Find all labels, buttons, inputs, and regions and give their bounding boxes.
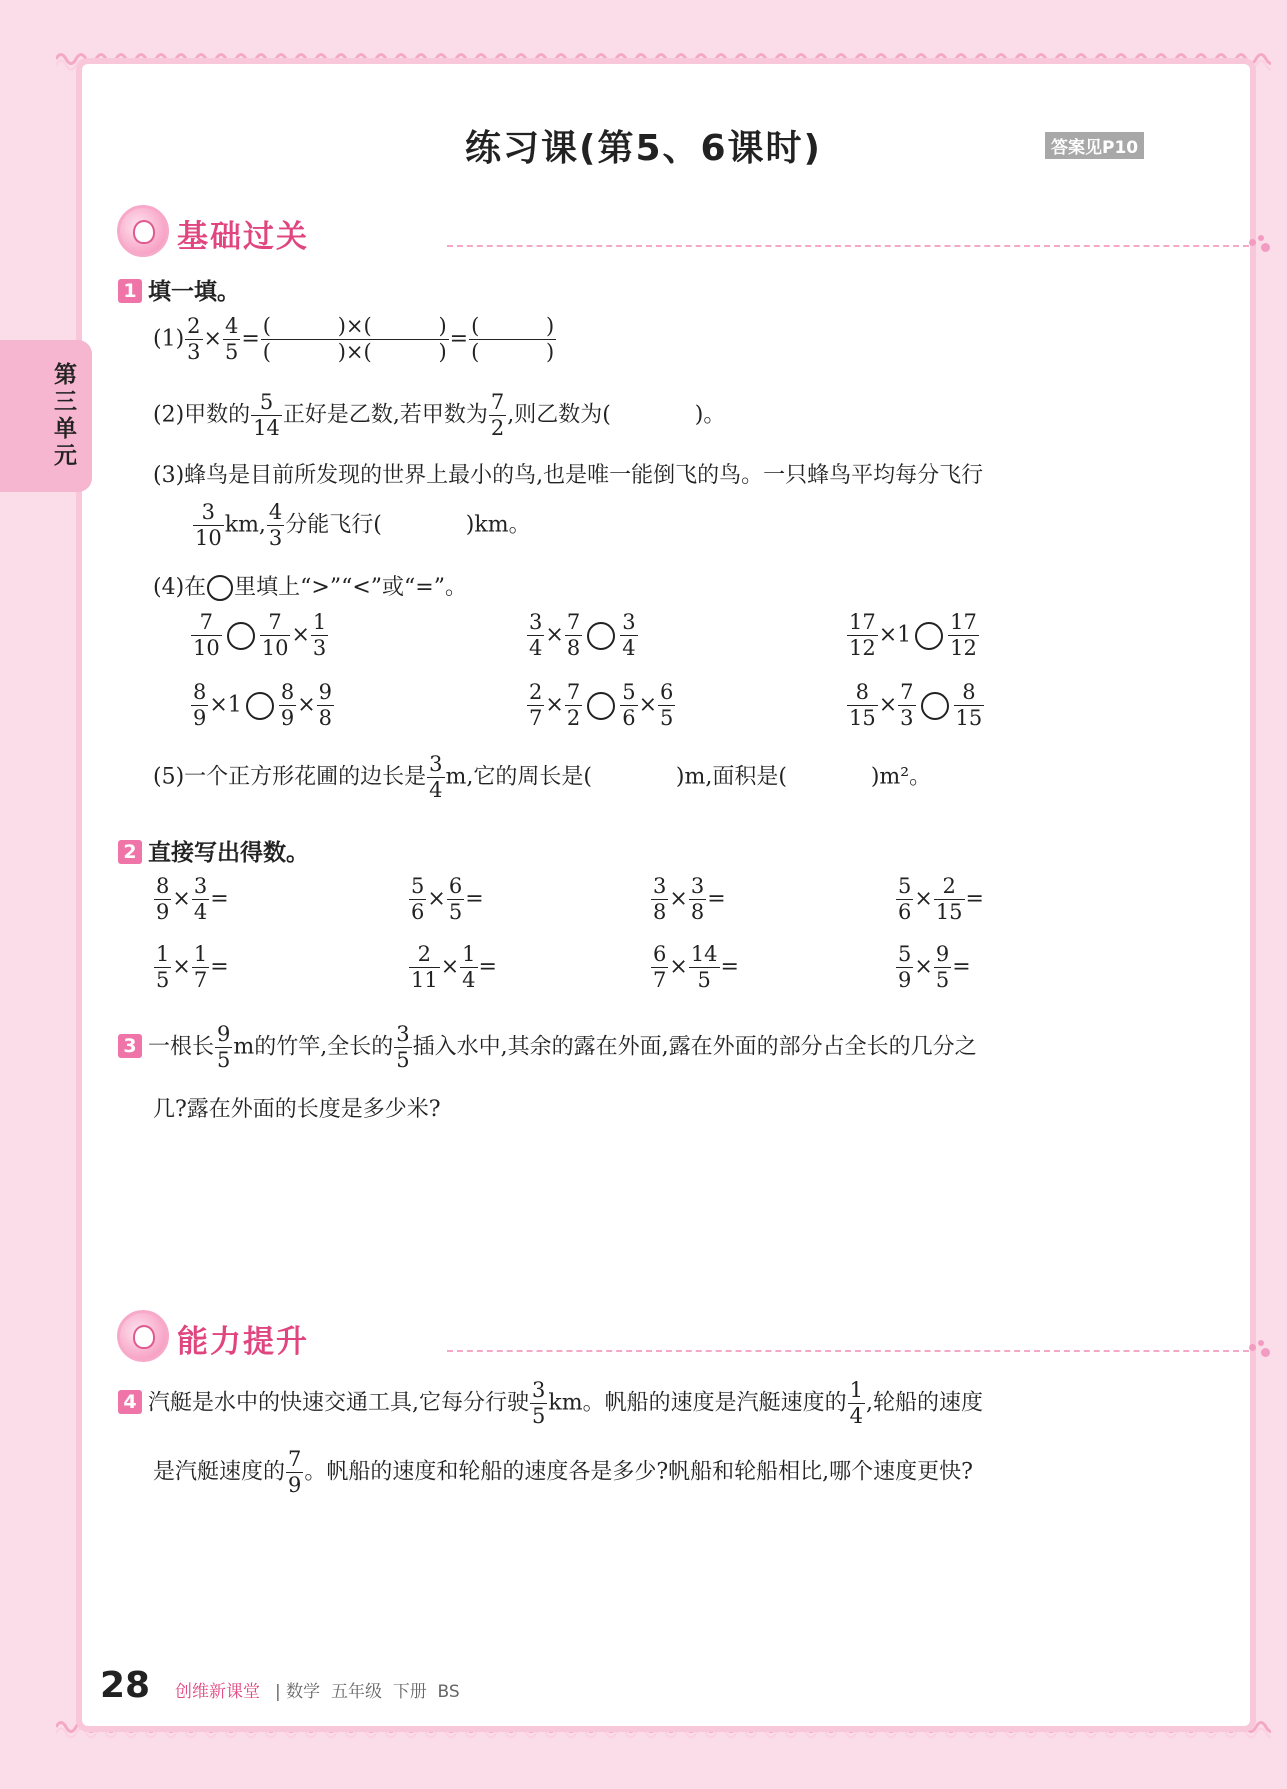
compare-circle-input[interactable] <box>246 692 274 720</box>
fraction: $\frac{7}{9}$ <box>288 1447 302 1497</box>
fraction: $\frac{14}{5}$ <box>690 942 718 992</box>
fraction: $\frac{7}{3}$ <box>900 680 914 730</box>
question-1-text: 填一填。 <box>148 279 240 305</box>
fraction: $\frac{2}{15}$ <box>935 874 963 924</box>
comparison-item: $\frac{7}{10}$ $\frac{7}{10}$ × $\frac{1}{3}$ <box>193 610 327 660</box>
mental-math-item[interactable]: $\frac{2}{11}$ × $\frac{1}{4}$ = <box>411 942 497 992</box>
page-title: 练习课(第5、6课时) <box>464 128 822 169</box>
fraction: $\frac{1}{7}$ <box>193 942 208 992</box>
question-2-text: 直接写出得数。 <box>148 840 309 866</box>
mental-math-item[interactable]: $\frac{5}{9}$ × $\frac{9}{5}$ = <box>898 942 971 992</box>
fraction: $\frac{7}{2}$ <box>490 390 505 440</box>
fraction: $\frac{2}{11}$ <box>411 942 438 992</box>
question-3-line1: 3 一根长 $\frac{9}{5}$ m的竹竿,全长的 $\frac{3}{5}$ 插入水中,其余的露在外面,露在外面的部分占全长的几分之 <box>118 1022 977 1073</box>
question-1-title <box>118 273 240 306</box>
fraction: $\frac{17}{12}$ <box>849 610 876 660</box>
mental-math-item[interactable]: $\frac{3}{8}$ × $\frac{3}{8}$ = <box>653 874 726 924</box>
fraction: $\frac{3}{8}$ <box>690 874 705 924</box>
compare-circle-input[interactable] <box>915 622 943 650</box>
question-4-line1: 4 汽艇是水中的快速交通工具,它每分行驶 $\frac{3}{5}$ km。帆船的速度是汽艇速度的 $\frac{1}{4}$ ,轮船的速度 <box>118 1378 983 1429</box>
fraction: $\frac{3}{4}$ <box>429 752 443 802</box>
fraction: $\frac{2}{7}$ <box>529 680 543 730</box>
mental-math-item[interactable]: $\frac{8}{9}$ × $\frac{3}{4}$ = <box>156 874 229 924</box>
fraction: $\frac{3}{5}$ <box>396 1022 410 1072</box>
question-number: 1 <box>118 279 142 303</box>
fraction: $\frac{4}{5}$ <box>224 314 239 364</box>
fraction: $\frac{3}{5}$ <box>532 1378 546 1428</box>
fraction: $\frac{8}{9}$ <box>280 680 295 730</box>
fraction: $\frac{17}{12}$ <box>950 610 977 660</box>
fraction: $\frac{5}{6}$ <box>898 874 912 924</box>
mental-math-item[interactable]: $\frac{6}{7}$ × $\frac{14}{5}$ = <box>653 942 739 992</box>
decorative-dots-icon <box>1249 235 1279 255</box>
blank-fraction[interactable]: $\frac{( )}{( )}$ <box>471 314 555 364</box>
comparison-item: $\frac{17}{12}$ ×1 $\frac{17}{12}$ <box>849 610 977 660</box>
equals-sign: = <box>241 326 260 352</box>
fraction: $\frac{6}{7}$ <box>653 942 667 992</box>
q1-part3-line1: (3)蜂鸟是目前所发现的世界上最小的鸟,也是唯一能倒飞的鸟。一只蜂鸟平均每分飞行 <box>153 463 984 488</box>
q1-part4: (4)在 里填上“>”“<”或“=”。 <box>153 575 467 600</box>
section-label: 能力提升 <box>177 1324 309 1360</box>
fraction: $\frac{1}{4}$ <box>462 942 476 992</box>
comparison-item: $\frac{2}{7}$ × $\frac{7}{2}$ $\frac{5}{6}$ × $\frac{6}{5}$ <box>529 680 674 730</box>
q1-part2: (2)甲数的 $\frac{5}{14}$ 正好是乙数,若甲数为 $\frac{7}{2}$ ,则乙数为( )。 <box>153 390 726 440</box>
fraction: $\frac{5}{14}$ <box>253 390 280 440</box>
footer-brand: 创维新课堂 <box>175 1682 260 1702</box>
answer-blank[interactable]: m,它的周长是( )m,面积是( )m²。 <box>445 764 932 790</box>
compare-circle-input[interactable] <box>587 692 615 720</box>
comparison-item: $\frac{8}{15}$ × $\frac{7}{3}$ $\frac{8}{15}$ <box>849 680 983 730</box>
fraction: $\frac{7}{8}$ <box>566 610 581 660</box>
fraction: $\frac{7}{2}$ <box>566 680 581 730</box>
decorative-dots-icon <box>1249 1340 1279 1360</box>
question-4-line2: 是汽艇速度的 $\frac{7}{9}$ 。帆船的速度和轮船的速度各是多少?帆船和轮船相比,哪个速度更快? <box>153 1447 973 1497</box>
fraction: $\frac{6}{5}$ <box>660 680 674 730</box>
blank-fraction[interactable]: $\frac{( )\times( )}{( )\times( )}$ <box>262 314 447 364</box>
page-number: 28 <box>100 1665 151 1706</box>
fraction: $\frac{8}{15}$ <box>955 680 983 730</box>
fraction: $\frac{1}{5}$ <box>156 942 170 992</box>
fraction: $\frac{8}{15}$ <box>849 680 876 730</box>
fraction: $\frac{9}{8}$ <box>318 680 332 730</box>
question-number: 2 <box>118 840 142 864</box>
fraction: $\frac{8}{9}$ <box>193 680 207 730</box>
q4-answer-area[interactable] <box>150 1510 1150 1650</box>
mascot-icon <box>117 1310 169 1362</box>
unit-tab <box>0 340 92 492</box>
q1-part5: (5)一个正方形花圃的边长是 $\frac{3}{4}$ m,它的周长是( )m,面积是( )m²。 <box>153 752 932 802</box>
unit-tab-label: 第三单元 <box>54 362 77 469</box>
mental-math-item[interactable]: $\frac{5}{6}$ × $\frac{6}{5}$ = <box>411 874 484 924</box>
question-2-title <box>118 834 309 867</box>
question-number: 3 <box>118 1034 142 1058</box>
fraction: $\frac{7}{10}$ <box>261 610 289 660</box>
compare-circle-input[interactable] <box>587 622 615 650</box>
question-number: 4 <box>118 1390 142 1414</box>
mental-math-item[interactable]: $\frac{5}{6}$ × $\frac{2}{15}$ = <box>898 874 984 924</box>
fraction: $\frac{5}{6}$ <box>411 874 425 924</box>
section-label: 基础过关 <box>177 219 309 255</box>
fraction: $\frac{3}{8}$ <box>653 874 667 924</box>
section-header-advanced <box>117 1310 1279 1362</box>
q1-part1: (1) $\frac{2}{3}$ × $\frac{4}{5}$ = $\frac{( )\times( )}{( )\times( )}$ = $\frac{( )}{( )}$ <box>153 314 555 364</box>
compare-circle-input[interactable] <box>921 692 949 720</box>
part-label: (1) <box>153 326 185 352</box>
fraction: $\frac{9}{5}$ <box>935 942 950 992</box>
fraction: $\frac{3}{4}$ <box>529 610 543 660</box>
fraction: $\frac{6}{5}$ <box>448 874 463 924</box>
footer-info: | 数学 五年级 下册 BS <box>275 1682 460 1702</box>
answer-blank[interactable]: 分能飞行( )km。 <box>285 512 531 538</box>
question-3-line2: 几?露在外面的长度是多少米? <box>153 1097 441 1122</box>
fraction: $\frac{1}{3}$ <box>312 610 327 660</box>
fraction: $\frac{3}{10}$ <box>195 500 222 550</box>
mental-math-item[interactable]: $\frac{1}{5}$ × $\frac{1}{7}$ = <box>156 942 229 992</box>
q1-part3-line2: $\frac{3}{10}$ km, $\frac{4}{3}$ 分能飞行( )km。 <box>195 500 531 550</box>
answer-reference-tag: 答案见P10 <box>1045 132 1144 159</box>
fraction: $\frac{1}{4}$ <box>849 1378 863 1428</box>
fraction: $\frac{4}{3}$ <box>268 500 283 550</box>
fraction: $\frac{5}{9}$ <box>898 942 912 992</box>
q3-answer-area[interactable] <box>150 1135 1150 1285</box>
fraction: $\frac{3}{4}$ <box>193 874 208 924</box>
fraction: $\frac{8}{9}$ <box>156 874 170 924</box>
comparison-item: $\frac{8}{9}$ ×1 $\frac{8}{9}$ × $\frac{9}{8}$ <box>193 680 332 730</box>
answer-blank[interactable]: ,则乙数为( )。 <box>507 402 726 428</box>
fraction: $\frac{3}{4}$ <box>622 610 636 660</box>
section-header-basic <box>117 205 1279 257</box>
equals-sign: = <box>449 326 469 352</box>
fraction: $\frac{5}{6}$ <box>622 680 636 730</box>
comparison-item: $\frac{3}{4}$ × $\frac{7}{8}$ $\frac{3}{4}$ <box>529 610 636 660</box>
compare-circle-input[interactable] <box>227 622 255 650</box>
fraction: $\frac{9}{5}$ <box>217 1022 231 1072</box>
fraction: $\frac{7}{10}$ <box>193 610 220 660</box>
mascot-icon <box>117 205 169 257</box>
fraction: $\frac{2}{3}$ <box>187 314 201 364</box>
circle-icon <box>207 575 233 601</box>
